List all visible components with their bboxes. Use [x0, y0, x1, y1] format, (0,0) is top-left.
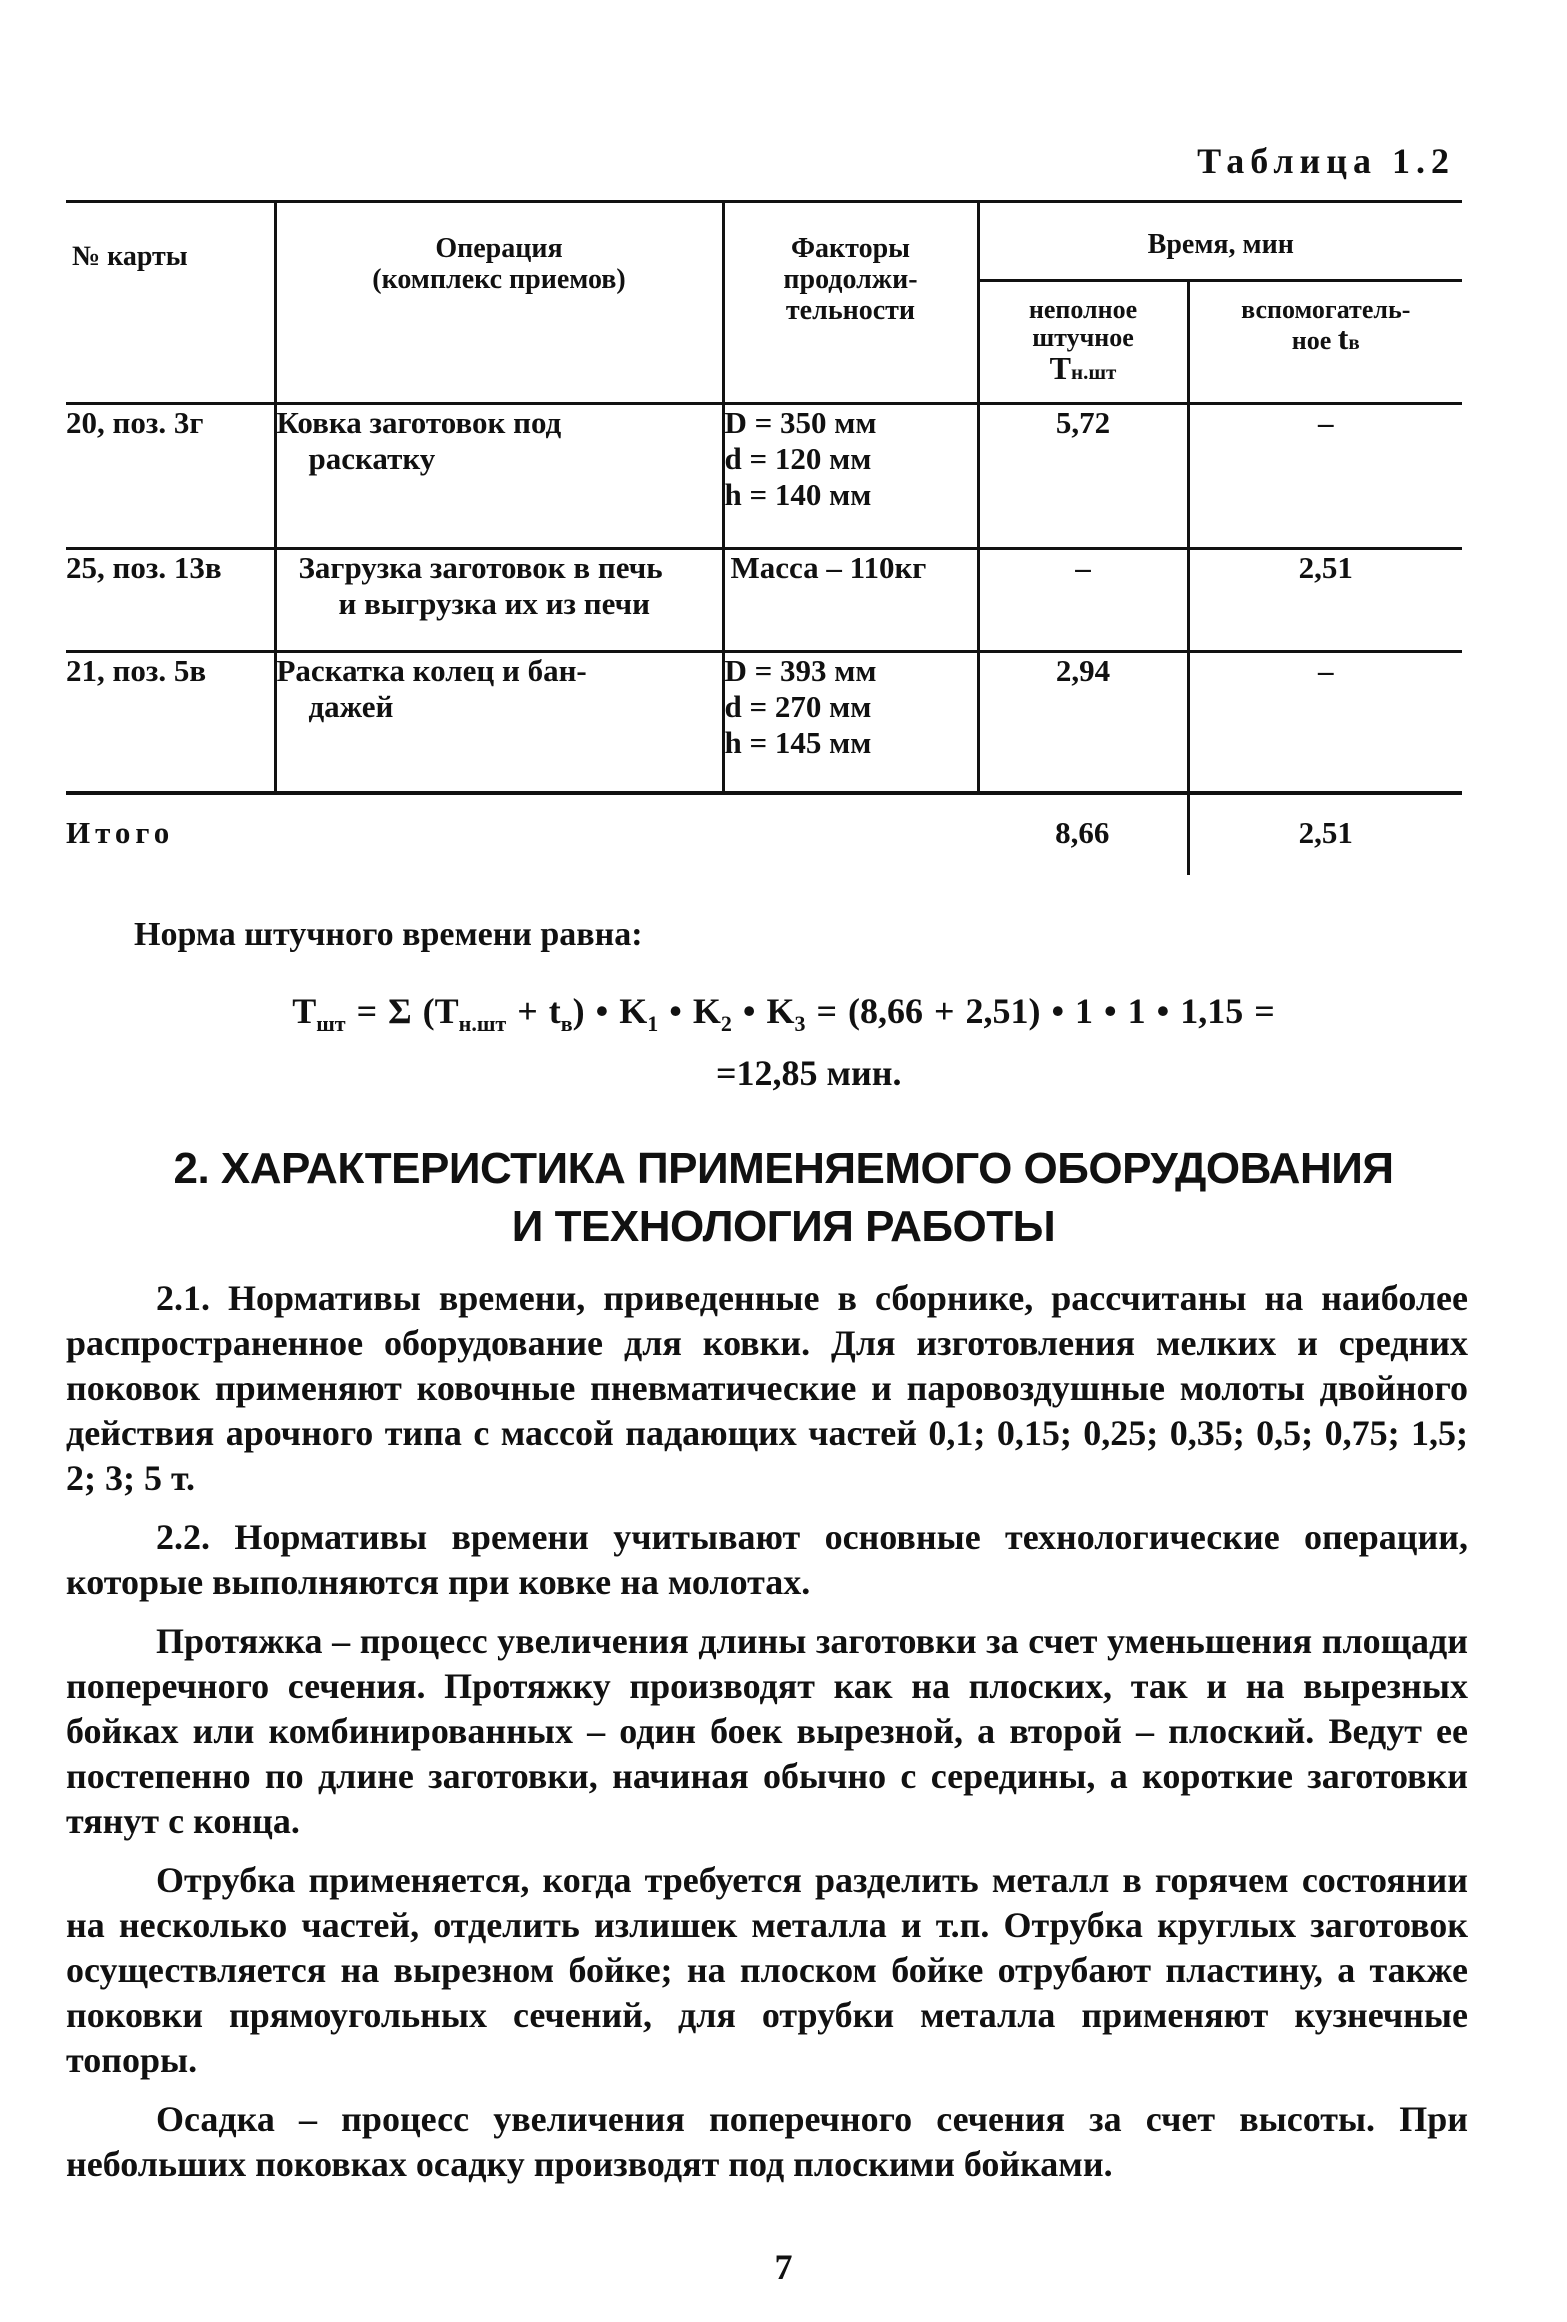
total-label: Итого	[66, 815, 175, 850]
card-cell: 25, поз. 13в	[66, 549, 275, 652]
total-auxiliary-time: 2,51	[1298, 815, 1353, 850]
norm-intro-text: Норма штучного времени равна:	[134, 916, 643, 953]
incomplete-time-cell: 2,94	[978, 652, 1188, 794]
factors-cell: D = 350 мм d = 120 мм h = 140 мм	[723, 404, 978, 549]
card-cell: 20, поз. 3г	[66, 404, 275, 549]
factors-cell: Масса – 110кг	[723, 549, 978, 652]
incomplete-time-cell: 5,72	[978, 404, 1188, 549]
auxiliary-time-cell: –	[1318, 405, 1334, 440]
paragraph: Протяжка – процесс увеличения длины заготовки за счет уменьшения площади поперечного сечения. Протяжку производят как на плоских, так и на вырезных бойках или комбинированных – один боек вырезной, а второй – плоский. Ведут ее постепенно по длине заготовки, начиная обычно с середины, а короткие заготовки тянут с конца.	[66, 1621, 1468, 1841]
paragraph: Отрубка применяется, когда требуется разделить металл в горячем состоянии на несколько частей, отделить излишек металла и т.п. Отрубка круглых заготовок осуществляется на вырезном бойке; на плоском бойке отрубают пластину, а также поковки прямоугольных сечений, для отрубки металла применяют кузнечные топоры.	[66, 1860, 1468, 2080]
table-row	[66, 549, 1462, 652]
incomplete-time-cell: –	[978, 549, 1188, 652]
header-incomplete-piece-time: неполное штучное Tн.шт	[978, 281, 1188, 404]
auxiliary-time-cell: 2,51	[1298, 550, 1353, 585]
header-auxiliary-time: вспомогатель- ное tв	[1241, 295, 1411, 356]
auxiliary-time-cell: –	[1318, 653, 1334, 688]
page-number: 7	[774, 2247, 793, 2287]
paragraph: 2.1. Нормативы времени, приведенные в сборнике, рассчитаны на наиболее распространенное оборудование для ковки. Для изготовления мелких и средних поковок применяют ковочные пневматические и паровоздушные молоты двойного действия арочного типа с массой падающих частей 0,1; 0,15; 0,25; 0,35; 0,5; 0,75; 1,5; 2; 3; 5 т.	[66, 1278, 1468, 1498]
operation-cell: Загрузка заготовок в печь и выгрузка их из печи	[275, 549, 723, 652]
body-text	[66, 1276, 1468, 2201]
paragraph: Осадка – процесс увеличения поперечного сечения за счет высоты. При небольших поковках осадку производят под плоскими бойками.	[66, 2099, 1468, 2184]
formula-result: =12,85 мин.	[716, 1053, 902, 1093]
table-caption: Таблица 1.2	[1197, 141, 1455, 181]
time-norms-table	[66, 200, 1462, 875]
header-time: Время, мин	[978, 202, 1462, 281]
card-cell: 21, поз. 5в	[66, 652, 275, 794]
piece-time-formula: $T_{шт} = \Sigma$ $(T_{н.шт} + t_в)$ • $K_1$ • $K_2$ • $K_3 = (8,66 + 2,51)$ • 1 • 1 • 1,15 =	[292, 991, 1275, 1037]
header-operation: Операция (комплекс приемов)	[275, 202, 723, 404]
table-row	[66, 404, 1462, 549]
table-row	[66, 652, 1462, 794]
total-incomplete-time: 8,66	[978, 793, 1188, 875]
header-factors: Факторы продолжи- тельности	[723, 202, 978, 404]
header-card-number: № карты	[66, 202, 275, 404]
total-row	[66, 793, 1462, 875]
factors-cell: D = 393 мм d = 270 мм h = 145 мм	[723, 652, 978, 794]
section-heading: 2. ХАРАКТЕРИСТИКА ПРИМЕНЯЕМОГО ОБОРУДОВАНИЯ И ТЕХНОЛОГИЯ РАБОТЫ	[173, 1144, 1394, 1251]
operation-cell: Ковка заготовок под раскатку	[275, 404, 723, 549]
operation-cell: Раскатка колец и бан- дажей	[275, 652, 723, 794]
paragraph: 2.2. Нормативы времени учитывают основные технологические операции, которые выполняются при ковке на молотах.	[66, 1517, 1468, 1602]
